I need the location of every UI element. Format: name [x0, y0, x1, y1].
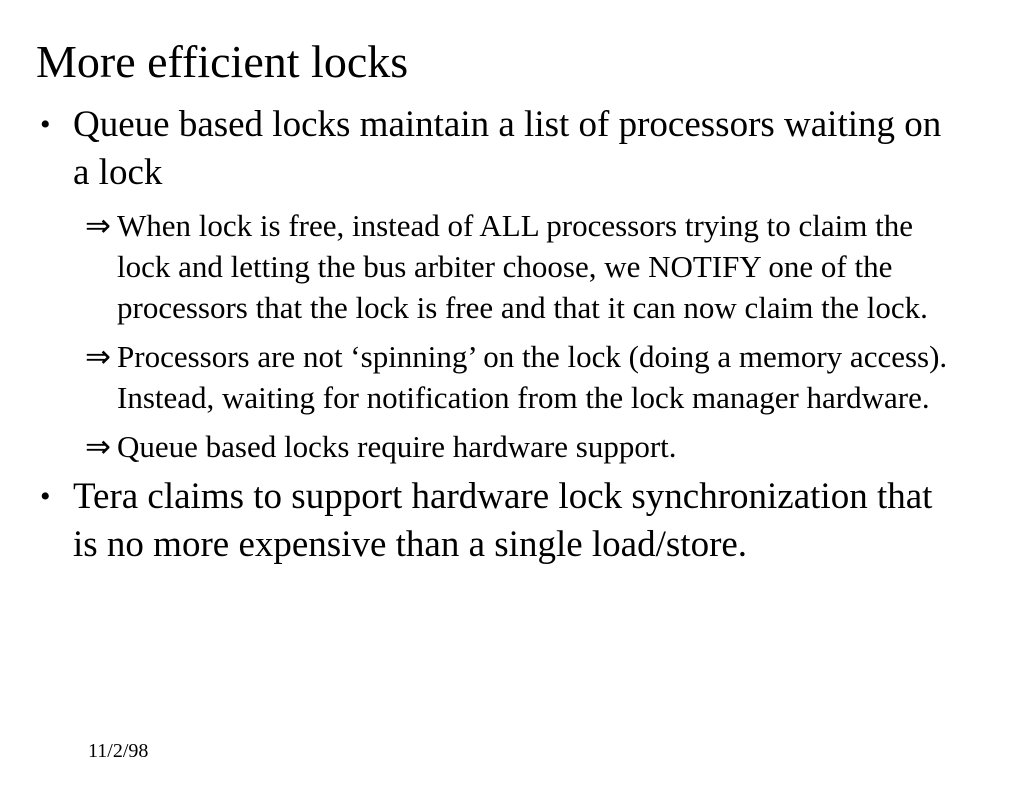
bullet-icon: •	[40, 479, 51, 513]
bullet-icon: •	[40, 107, 51, 141]
sub-bullet-item-3	[85, 426, 1024, 467]
bullet-text: Tera claims to support hardware lock synchronization that is no more expensive than a single load/store.	[73, 475, 942, 565]
double-arrow-icon: ⇒	[85, 207, 111, 243]
bullet-item-1	[40, 101, 1024, 197]
double-arrow-icon: ⇒	[85, 428, 111, 464]
sub-bullet-text: Processors are not ‘spinning’ on the lock (doing a memory access). Instead, waiting for notification from the lock manager hardware.	[117, 338, 963, 415]
slide-title: More efficient locks	[36, 36, 409, 87]
slide-date: 11/2/98	[88, 740, 149, 762]
bullet-text: Queue based locks maintain a list of processors waiting on a lock	[73, 103, 951, 193]
presentation-slide	[0, 36, 1024, 804]
sub-bullet-list	[85, 205, 1024, 467]
sub-bullet-item-1	[85, 205, 1024, 328]
sub-bullet-item-2	[85, 336, 1024, 418]
double-arrow-icon: ⇒	[85, 338, 111, 374]
sub-bullet-text: When lock is free, instead of ALL processors trying to claim the lock and letting the bus arbiter choose, we NOTIFY one of the processors that the lock is free and that it can now claim the lock.	[117, 207, 928, 325]
sub-bullet-text: Queue based locks require hardware support.	[117, 428, 677, 464]
bullet-item-2	[40, 473, 1024, 569]
